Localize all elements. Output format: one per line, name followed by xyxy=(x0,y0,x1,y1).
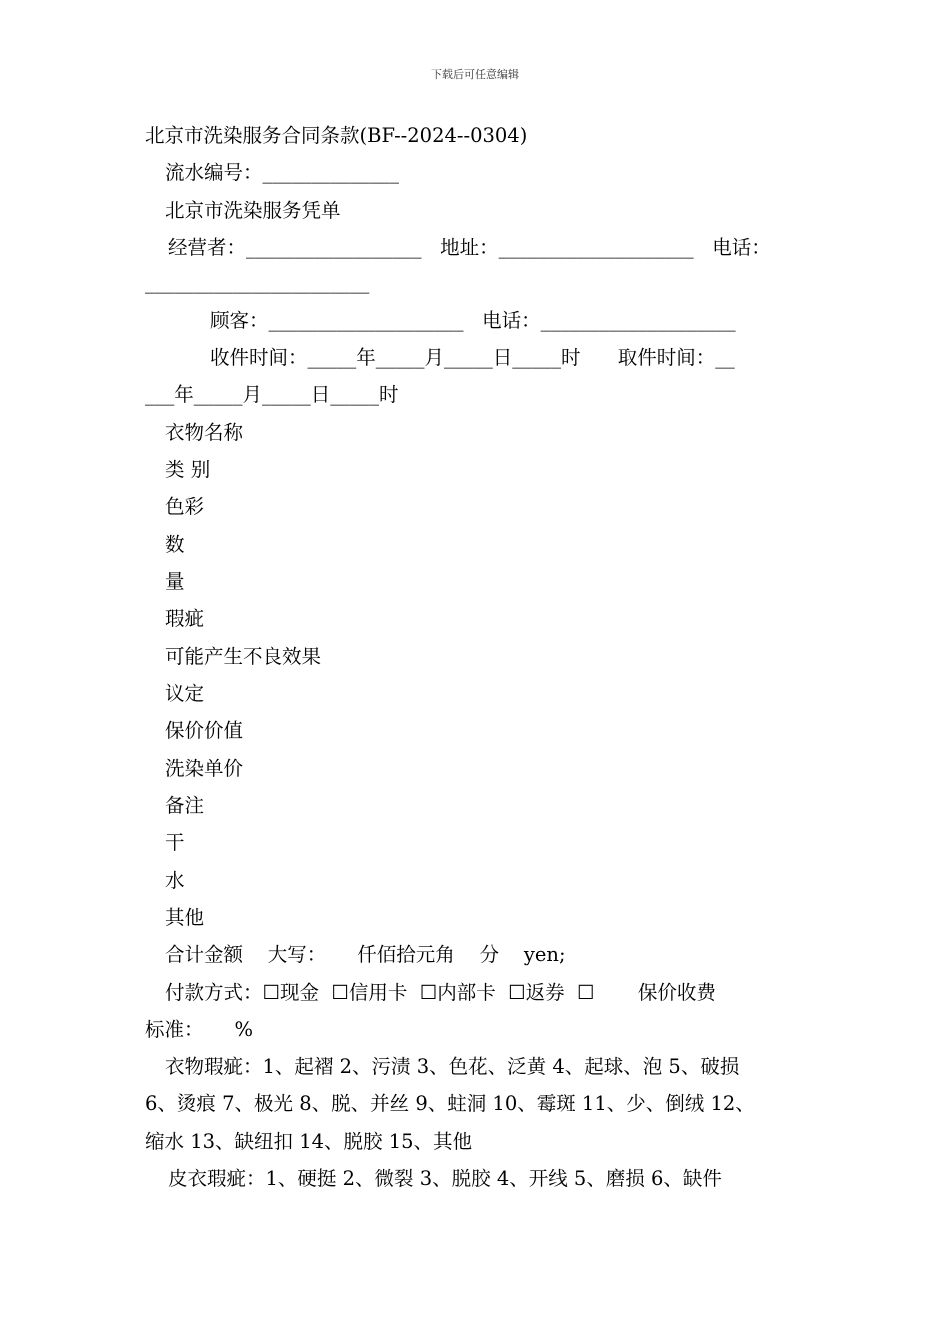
field-other: 其他 xyxy=(165,906,205,929)
serial-number-line: 流水编号：______________ xyxy=(165,161,400,184)
field-insured-value: 保价价值 xyxy=(165,719,244,742)
total-amount-line: 合计金额 大写： 仟佰拾元角 分 yen; xyxy=(165,943,566,966)
field-garment-name: 衣物名称 xyxy=(165,421,244,444)
page-header: 下载后可任意编辑 xyxy=(431,68,519,81)
field-category: 类 别 xyxy=(165,458,211,481)
payment-method-line: 付款方式：☐现金 ☐信用卡 ☐内部卡 ☐返券 ☐ 保价收费 xyxy=(165,981,716,1004)
insurance-rate-line: 标准： % xyxy=(145,1018,254,1041)
field-possible-effects: 可能产生不良效果 xyxy=(165,645,322,668)
time-line-continued: ___年_____月_____日_____时 xyxy=(145,383,399,406)
voucher-title: 北京市洗染服务凭单 xyxy=(165,199,341,222)
field-quantity-1: 数 xyxy=(165,533,185,556)
garment-defects-line-1: 衣物瑕疵：1、起褶 2、污渍 3、色花、泛黄 4、起球、泡 5、破损 xyxy=(165,1055,740,1078)
field-dry: 干 xyxy=(165,831,185,854)
operator-line: 经营者：__________________ 地址：____________________ 电话： xyxy=(168,236,771,259)
leather-defects-line: 皮衣瑕疵：1、硬挺 2、微裂 3、脱胶 4、开线 5、磨损 6、缺件 xyxy=(168,1167,722,1190)
field-color: 色彩 xyxy=(165,495,205,518)
field-unit-price: 洗染单价 xyxy=(165,757,244,780)
customer-line: 顾客：____________________ 电话：____________________ xyxy=(210,309,736,332)
garment-defects-line-3: 缩水 13、缺纽扣 14、脱胶 15、其他 xyxy=(145,1130,473,1153)
field-remarks: 备注 xyxy=(165,794,205,817)
field-water: 水 xyxy=(165,869,185,892)
document-title: 北京市洗染服务合同条款(BF--2024--0304) xyxy=(145,124,528,147)
field-agreed: 议定 xyxy=(165,682,205,705)
field-quantity-2: 量 xyxy=(165,570,185,593)
field-defects: 瑕疵 xyxy=(165,607,205,630)
garment-defects-line-2: 6、烫痕 7、极光 8、脱、并丝 9、蛀洞 10、霉斑 11、少、倒绒 12、 xyxy=(145,1092,755,1115)
time-line: 收件时间：_____年_____月_____日_____时 取件时间：__ xyxy=(210,346,735,369)
operator-phone-blank: _______________________ xyxy=(145,271,370,294)
